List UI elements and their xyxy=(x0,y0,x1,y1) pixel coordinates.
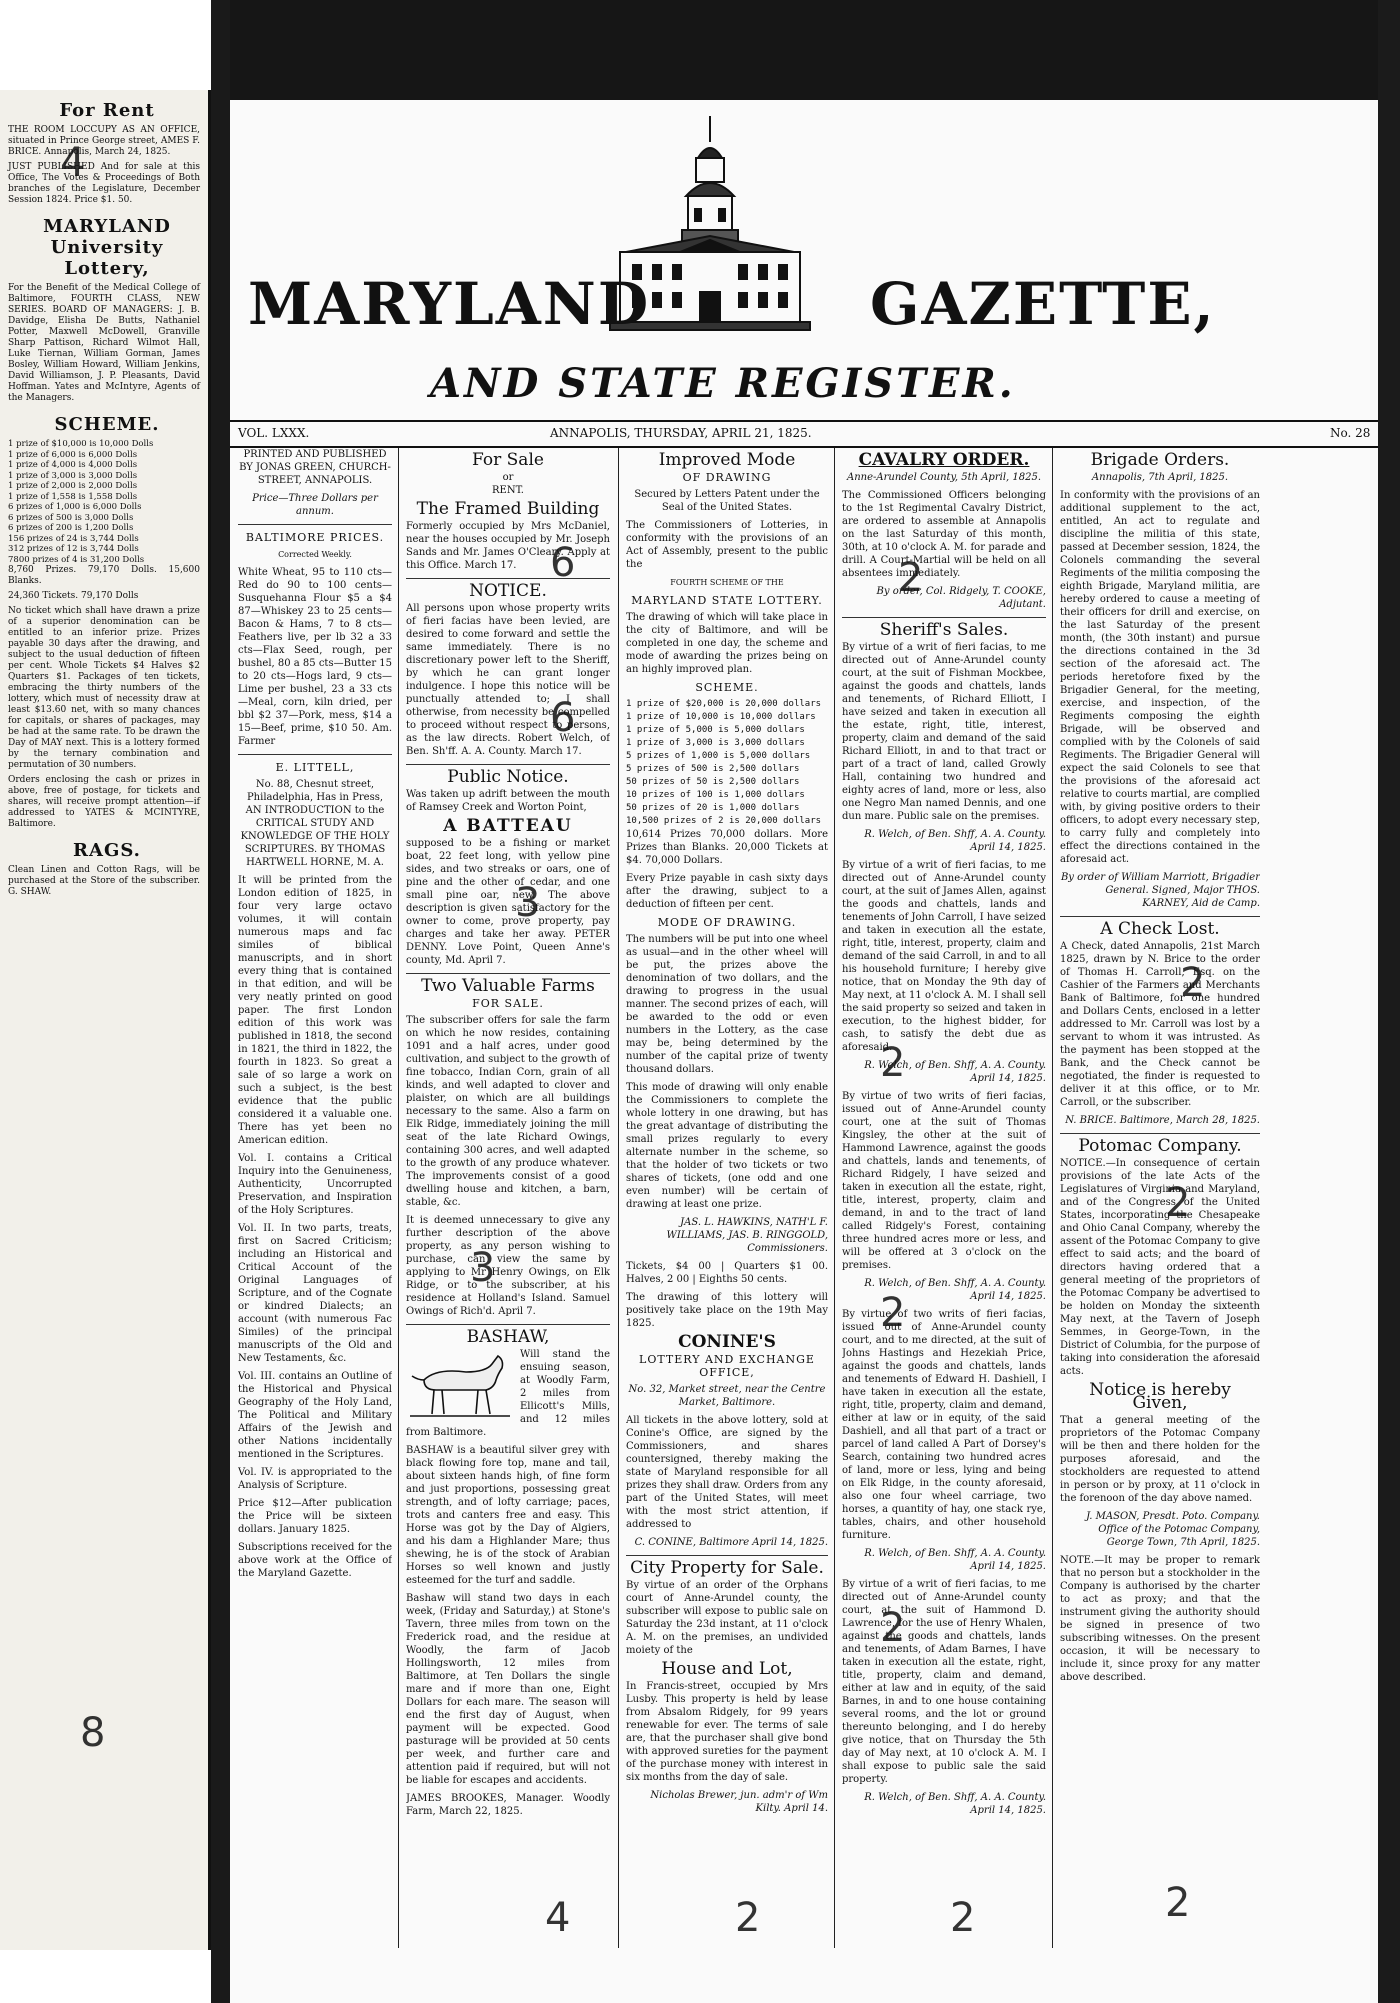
scheme-heading: SCHEME. xyxy=(695,681,759,694)
table-row: 1 prize of 2,000 is 2,000 Dolls xyxy=(8,481,138,491)
strip-prizes-total: 8,760 Prizes. 79,170 Dolls. 15,600 Blanks. xyxy=(8,565,200,586)
framed-building-heading: The Framed Building xyxy=(416,499,600,519)
masthead-title-left: MARYLAND xyxy=(248,270,651,338)
table-row: 7800 prizes of 4 is 31,200 Dolls xyxy=(8,554,145,565)
handwritten-mark: 2 xyxy=(950,1895,976,1941)
check-lost-heading: A Check Lost. xyxy=(1100,919,1220,939)
lottery-heading: MARYLAND University Lottery, xyxy=(43,216,171,279)
table-row: 50 prizes of 50 is 2,500 dollars xyxy=(626,777,800,787)
state-lottery-body: The drawing of which will take place in the city of Baltimore, and will be completed in one day, the scheme and mode of awarding the prizes being on an highly improved plan. xyxy=(626,612,828,675)
framed-building-body: Formerly occupied by Mrs McDaniel, near the houses occupied by Mr. Joseph Sands and Mr. James O'Cleary. Apply at this Office. March 17. xyxy=(406,521,610,571)
book-vol1: Vol. I. contains a Critical Inquiry into the Genuineness, Authenticity, Uncorrupted Preservation, and Inspiration of the Holy Scriptures. xyxy=(238,1153,392,1216)
bashaw-signature: JAMES BROOKES, Manager. Woodly Farm, March 22, 1825. xyxy=(406,1793,610,1817)
table-row: 1 prize of 4,000 is 4,000 Dolls xyxy=(8,460,138,470)
table-row: 1 prize of 1,558 is 1,558 Dolls xyxy=(8,491,138,502)
notice-given-signature: J. MASON, Presdt. Poto. Company. Office of the Potomac Company, George Town, 7th April, 1825. xyxy=(1086,1511,1260,1548)
brigade-orders-signature: By order of William Marriott, Brigadier General. Signed, Major THOS. KARNEY, Aid de Camp. xyxy=(1060,872,1260,909)
just-published: JUST PUBLISHED And for sale at this Office, The Votes & Proceedings of Both branches of the Legislature, December Session 1824. Price $1. 50. xyxy=(8,162,200,205)
handwritten-mark: 3 xyxy=(515,880,541,926)
newspaper-page xyxy=(230,0,1400,2003)
issue-date: ANNAPOLIS, THURSDAY, APRIL 21, 1825. xyxy=(550,426,812,440)
table-row: 5 prizes of 500 is 2,500 dollars xyxy=(626,764,800,774)
public-notice-heading: Public Notice. xyxy=(447,767,569,787)
handwritten-mark: 6 xyxy=(550,695,576,741)
bashaw-heading: BASHAW, xyxy=(466,1327,550,1347)
brigade-orders-heading: Brigade Orders. xyxy=(1090,450,1230,470)
handwritten-mark: 4 xyxy=(545,1895,571,1941)
handwritten-mark: 8 xyxy=(80,1710,106,1756)
sheriff-sale-4: By virtue of two writs of fieri facias, issued out of Anne-Arundel county court, and to me directed, at the suit of Johns Hastings and Hezekiah Price, against the goods and chattels, lands and tenements of Edward H. Dashiell, I have taken in execution all the estate, right, title, property, claim and demand, either at law or in equity, of the said Dashiell, and all that part of a tract or parcel of land called A Part of Dorsey's Search, containing two hundred acres of land, more or less, lying and being on Elk Ridge, in the county aforesaid, also one four wheel carriage, two horses, a quantity of hay, one stack rye, tables, chairs, and other household furniture. xyxy=(842,1309,1046,1541)
sheriff-sale-3-signature: R. Welch, of Ben. Shff, A. A. County. April 14, 1825. xyxy=(864,1278,1046,1302)
handwritten-mark: 2 xyxy=(880,1605,906,1651)
farms-subheading: FOR SALE. xyxy=(472,997,544,1010)
potomac-body: NOTICE.—In consequence of certain provisions of the late Acts of the Legislatures of Virginia and Maryland, and of the Congress of the United States, incorporating the Chesapeake and Ohio Canal Company, whereby the assent of the Potomac Company to give effect to said acts; and the board of directors having ordered that a general meeting of the proprietors of the Potomac Company be advertised to be holden on Monday the sixteenth May next, at the Tavern of Joseph Semmes, in George-Town, in the District of Columbia, for the purpose of taking into consideration the aforesaid acts. xyxy=(1060,1158,1260,1377)
column-rule xyxy=(834,448,835,1948)
farms-body: The subscriber offers for sale the farm on which he now resides, containing 1091 and a half acres, under good cultivation, and subject to the growth of fine tobacco, Indian Corn, grain of all kinds, and well adapted to clover and plaister, on which are all buildings necessary to the same. Also a farm on Elk Ridge, immediately joining the mill seat of the late Richard Owings, containing 300 acres, and well adapted to the growth of any produce whatever. The improvements consist of a good dwelling house and kitchen, a barn, stable, &c. xyxy=(406,1015,610,1208)
table-row: 5 prizes of 1,000 is 5,000 dollars xyxy=(626,751,811,761)
table-row: 10,500 prizes of 2 is 20,000 dollars xyxy=(626,816,822,826)
cavalry-order-body: The Commissioned Officers belonging to the 1st Regimental Cavalry District, are ordered to assemble at Annapolis on the last Saturday of this month, 30th, at 10 o'clock A. M. for parade and drill. A Court-Martial will be held on all absentees immediately. xyxy=(842,490,1046,579)
handwritten-mark: 2 xyxy=(1165,1880,1191,1926)
house-lot-body: In Francis-street, occupied by Mrs Lusby. This property is held by lease from Absalom Ridgely, for 99 years renewable for ever. The terms of sale are, that the purchaser shall give bond with approved sureties for the payment of the purchase money with interest in six months from the day of sale. xyxy=(626,1681,828,1783)
table-row: 50 prizes of 20 is 1,000 dollars xyxy=(626,803,800,813)
drawing-date: The drawing of this lottery will positively take place on the 19th May 1825. xyxy=(626,1292,828,1329)
bashaw-body-2: Bashaw will stand two days in each week, (Friday and Saturday,) at Stone's Tavern, three miles from town on the Frederick road, and the residue at Woodly, the farm of Jacob Hollingsworth, 12 miles from Baltimore, at Ten Dollars the single mare and if more than one, Eight Dollars for each mare. The season will end the first day of August, when payment will be expected. Good pasturage will be provided at 50 cents per week, and further care and attention paid if required, but will not be liable for escapes and accidents. xyxy=(406,1593,610,1786)
handwritten-mark: 2 xyxy=(1165,1180,1191,1226)
book-body: It will be printed from the London edition of 1825, in four very large octavo volumes, it will contain numerous maps and fac similes of biblical manuscripts, and in short every thing that is contained in that edition, and will be very neatly printed on good paper. The first London edition of this work was published in 1818, the second in 1821, the third in 1822, the fourth in 1823. So great a sale of so large a work on such a subject, is the best evidence that the public considered it a valuable one. There has yet been no American edition. xyxy=(238,875,392,1146)
house-lot-signature: Nicholas Brewer, jun. adm'r of Wm Kilty. April 14. xyxy=(650,1790,828,1814)
improved-mode-heading: Improved Mode xyxy=(658,450,796,470)
lottery-body: For the Benefit of the Medical College of Baltimore, FOURTH CLASS, NEW SERIES. BOARD OF MANAGERS: J. B. Davidge, Elisha De Butts, Nathaniel Potter, Maxwell McDowell, Granville Sharp Pattison, Richard Wilmot Hall, Luke Tiernan, William Gorman, James Bosley, William Howard, William Jenkins, David Williamson, J. P. Pleasants, David Hoffman. Yates and McIntyre, Agents of the Managers. xyxy=(8,283,200,403)
sheriff-sale-4-signature: R. Welch, of Ben. Shff, A. A. County. April 14, 1825. xyxy=(864,1548,1046,1572)
letters-patent: Secured by Letters Patent under the Seal of the United States. xyxy=(634,489,820,513)
table-row: 6 prizes of 1,000 is 6,000 Dolls xyxy=(8,502,142,512)
prices-body: White Wheat, 95 to 110 cts—Red do 90 to 100 cents—Susquehanna Flour $5 a $4 87—Whiskey 23 to 25 cents—Bacon & Hams, 7 to 8 cts—Feathers live, per lb 32 a 33 cts—Flax Seed, rough, per bushel, 80 a 85 cts—Butter 15 to 20 cts—Hogs lard, 9 cts—Lime per bushel, 23 a 33 cts—Meal, corn, kiln dried, per bbl $2 37—Pork, mess, $14 a 15—Beef, prime, $10 50. Am. Farmer xyxy=(238,567,392,747)
for-sale-heading: For Sale xyxy=(472,450,544,470)
strip-scheme-table xyxy=(8,439,200,565)
column-rule xyxy=(1052,448,1053,1948)
table-row: 156 prizes of 24 is 3,744 Dolls xyxy=(8,533,139,544)
conine-body: All tickets in the above lottery, sold at Conine's Office, are signed by the Commissioners, and shares countersigned, thereby making the state of Maryland responsible for all prizes they shall draw. Orders from any part of the United States, will meet with the most strict attention, if addressed to xyxy=(626,1415,828,1530)
fourth-scheme: FOURTH SCHEME OF THE xyxy=(670,578,784,587)
table-row: 6 prizes of 200 is 1,200 Dolls xyxy=(8,523,134,533)
book-vol4: Vol. IV. is appropriated to the Analysis of Scripture. xyxy=(238,1467,392,1491)
page-gutter xyxy=(211,0,230,2003)
adjacent-page-strip xyxy=(0,90,211,1950)
scheme-table xyxy=(626,698,828,828)
batteau-body: supposed to be a fishing or market boat, 22 feet long, with yellow pine sides, and two streaks or oars, one of pine and the other of cedar, and one small pine oar, new. The above description is given satisfactory for the owner to come, prove property, pay charges and take her away. PETER DENNY. Love Point, Queen Anne's county, Md. April 7. xyxy=(406,838,610,966)
notice-given-body: That a general meeting of the proprietors of the Potomac Company will be then and there holden for the purposes aforesaid, and the stockholders are requested to attend in person or by proxy, at 11 o'clock in the forenoon of the day above named. xyxy=(1060,1415,1260,1504)
handwritten-mark: 2 xyxy=(735,1895,761,1941)
table-row: 6 prizes of 500 is 3,000 Dolls xyxy=(8,512,134,523)
book-subscriptions: Subscriptions received for the above work at the Office of the Maryland Gazette. xyxy=(238,1542,392,1579)
city-property-heading: City Property for Sale. xyxy=(630,1558,824,1578)
check-lost-signature: N. BRICE. Baltimore, March 28, 1825. xyxy=(1065,1115,1260,1126)
notice-given-heading: Notice is hereby Given, xyxy=(1089,1380,1231,1413)
conine-heading: CONINE'S xyxy=(678,1332,776,1352)
ticket-prices: Tickets, $4 00 | Quarters $1 00. Halves, 2 00 | Eighths 50 cents. xyxy=(626,1261,828,1285)
table-row: 10 prizes of 100 is 1,000 dollars xyxy=(626,790,805,800)
mode-of-drawing-body-2: This mode of drawing will only enable the Commissioners to complete the whole lottery in one drawing, but has the great advantage of distributing the small prizes regularly to every alternate number in the scheme, so that the holder of two tickets or two shares of tickets, (one odd and one even number) will be certain of drawing at least one prize. xyxy=(626,1082,828,1210)
sheriff-sale-2-signature: R. Welch, of Ben. Shff, A. A. County. April 14, 1825. xyxy=(864,1060,1046,1084)
rags-body: Clean Linen and Cotton Rags, will be purchased at the Store of the subscriber. G. SHAW. xyxy=(8,865,200,897)
city-property-body: By virtue of an order of the Orphans court of Anne-Arundel county, the subscriber will expose to public sale on Saturday the 23d instant, at 11 o'clock A. M. on the premises, an undivided moiety of the xyxy=(626,1580,828,1656)
public-notice-body: Was taken up adrift between the mouth of Ramsey Creek and Worton Point, xyxy=(406,789,610,813)
every-prize: Every Prize payable in cash sixty days after the drawing, subject to a deduction of fifteen per cent. xyxy=(626,873,828,910)
handwritten-mark: 2 xyxy=(880,1290,906,1336)
printer-line: PRINTED AND PUBLISHED BY JONAS GREEN, CHURCH-STREET, ANNAPOLIS. xyxy=(239,449,391,486)
sheriff-sale-5: By virtue of a writ of fieri facias, to me directed out of Anne-Arundel county court, at the suit of Hammond D. Lawrence, for the use of Henry Whalen, against the goods and chattels, lands and tenements, of Adam Barnes, I have taken in execution all the estate, right, title, property, claim and demand, either at law and in equity, of the said Barnes, in and to one house containing several rooms, and the lot or ground thereunto belonging, and I do hereby give notice, that on Thursday the 5th day of May next, at 10 o'clock A. M. I shall expose to public sale the said property. xyxy=(842,1579,1046,1785)
conine-signature: C. CONINE, Baltimore April 14, 1825. xyxy=(634,1537,828,1548)
book-vol3: Vol. III. contains an Outline of the Historical and Physical Geography of the Holy Land, The Political and Military Affairs of the Jewish and other Nations incidentally mentioned in the Scriptures. xyxy=(238,1371,392,1460)
mode-of-drawing-body: The numbers will be put into one wheel as usual—and in the other wheel will be put, the prizes above the denomination of two dollars, and the drawing to progress in the usual manner. The second prizes of each, will be awarded to the odd or even numbers in the Lottery, as the case may be, being determined by the number of the capital prize of twenty thousand dollars. xyxy=(626,934,828,1075)
sheriff-sale-3: By virtue of two writs of fieri facias, issued out of Anne-Arundel county court, one at the suit of Thomas Kingsley, the other at the suit of Hammond Lawrence, against the goods and chattels, lands and tenements, of Richard Ridgely, I have seized and taken in execution all the estate, right, title, interest, property, claim and demand, in and to the tract of land called Ridgely's Forest, containing three hundred acres more or less, and will be offered at 3 o'clock on the premises. xyxy=(842,1091,1046,1271)
for-rent-heading: For Rent xyxy=(59,100,155,121)
strip-agents: Orders enclosing the cash or prizes in above, free of postage, for tickets and shares, will receive prompt attention—if addressed to YATES & MCINTYRE, Baltimore. xyxy=(8,775,200,829)
book-vol2: Vol. II. In two parts, treats, first on Sacred Criticism; including an Historical and Critical Account of the Original Languages of Scripture, and of the Cognate or kindred Dialects; an account (with numerous Fac Similes) of the principal manuscripts of the Old and New Testaments, &c. xyxy=(238,1223,392,1364)
sheriff-sale-1-signature: R. Welch, of Ben. Shff, A. A. County. April 14, 1825. xyxy=(864,829,1046,853)
sheriff-sales-heading: Sheriff's Sales. xyxy=(879,620,1009,640)
for-sale-rent: RENT. xyxy=(492,485,524,496)
sheriff-sale-5-signature: R. Welch, of Ben. Shff, A. A. County. April 14, 1825. xyxy=(864,1792,1046,1816)
table-row: 1 prize of 5,000 is 5,000 dollars xyxy=(626,725,805,735)
prices-subheading: Corrected Weekly. xyxy=(278,550,352,559)
notice-body: All persons upon whose property writs of fieri facias have been levied, are desired to come forward and settle the same immediately. There is no discretionary power left to the Sheriff, by which he can grant longer indulgence. I hope this notice will be punctually attended to; I shall otherwise, from necessity be compelled to proceed without respect to persons, as the law directs. Robert Welch, of Ben. Sh'ff. A. A. County. March 17. xyxy=(406,603,610,757)
handwritten-mark: 4 xyxy=(60,140,86,186)
potomac-note: NOTE.—It may be proper to remark that no person but a stockholder in the Company is authorised by the charter to act as proxy; and that the instrument giving the authority should be signed in presence of two subscribing witnesses. On the present occasion, it will be necessary to include it, since proxy for any matter above described. xyxy=(1060,1555,1260,1683)
table-row: 1 prize of $20,000 is 20,000 dollars xyxy=(626,699,822,709)
handwritten-mark: 3 xyxy=(470,1245,496,1291)
for-sale-or: or xyxy=(502,472,514,483)
strip-body: No ticket which shall have drawn a prize of a superior denomination can be entitled to an inferior prize. Prizes payable 30 days after the drawing, and subject to the usual deduction of fifteen per cent. Whole Tickets $4 Halves $2 Quarters $1. Packages of ten tickets, embracing the thirty numbers of the lottery, which must of necessity draw at least $13.60 net, with so many chances for capitals, or shares of packages, may be had at the same rate. To be drawn the Day of MAY next. This is a lottery formed by the ternary combination and permutation of 30 numbers. xyxy=(8,606,200,770)
table-row: 1 prize of 3,000 is 3,000 Dolls xyxy=(8,470,138,481)
littell-heading: E. LITTELL, xyxy=(275,761,355,774)
masthead-title-right: GAZETTE, xyxy=(870,270,1216,338)
conine-subheading: LOTTERY AND EXCHANGE OFFICE, xyxy=(639,1353,815,1379)
column-5 xyxy=(1060,448,1260,1958)
littell-body: No. 88, Chesnut street, Philadelphia, Has in Press, AN INTRODUCTION to the CRITICAL STUDY AND KNOWLEDGE OF THE HOLY SCRIPTURES. BY THOMAS HARTWELL HORNE, M. A. xyxy=(240,779,390,868)
potomac-heading: Potomac Company. xyxy=(1078,1136,1242,1156)
house-lot-heading: House and Lot, xyxy=(661,1659,793,1679)
notice-heading: NOTICE. xyxy=(469,581,547,601)
handwritten-mark: 2 xyxy=(898,555,924,601)
sheriff-sale-1: By virtue of a writ of fieri facias, to me directed out of Anne-Arundel county court, at the suit of Fishman Mockbee, against the goods and chattels, lands and tenements, of Richard Elliott, I have seized and taken in execution all the estate, right, title, interest, property, claim and demand of the said Richard Elliott, in and to that tract or part of a tract of land, called Growly Hall, containing two hundred and eighty acres of land, more or less, also one Negro Man named Dennis, and one dun mare. Public sale on the premises. xyxy=(842,642,1046,822)
book-terms: Price $12—After publication the Price will be sixteen dollars. January 1825. xyxy=(238,1498,392,1535)
mode-of-drawing-heading: MODE OF DRAWING. xyxy=(657,916,797,929)
column-rule xyxy=(618,448,619,1948)
farms-body-2: It is deemed unnecessary to give any further description of the above property, as any person wishing to purchase, can view the same by applying to Mr Henry Owings, on Elk Ridge, or to the subscriber, at his residence at Holland's Island. Samuel Owings of Rich'd. April 7. xyxy=(406,1215,610,1317)
table-row: 1 prize of $10,000 is 10,000 Dolls xyxy=(8,439,154,449)
column-1 xyxy=(238,448,392,1958)
strip-scheme-heading: SCHEME. xyxy=(54,414,160,435)
cavalry-order-heading: CAVALRY ORDER. xyxy=(858,450,1030,470)
batteau-heading: A BATTEAU xyxy=(443,816,573,836)
column-2 xyxy=(406,448,610,1958)
masthead-subtitle: AND STATE REGISTER. xyxy=(430,360,1016,407)
brigade-orders-date: Annapolis, 7th April, 1825. xyxy=(1091,472,1229,483)
cavalry-order-date: Anne-Arundel County, 5th April, 1825. xyxy=(846,472,1041,483)
strip-tickets-total: 24,360 Tickets. 79,170 Dolls xyxy=(8,591,139,601)
table-row: 1 prize of 3,000 is 3,000 dollars xyxy=(626,738,805,748)
masthead xyxy=(230,100,1378,430)
column-4 xyxy=(842,448,1046,1958)
check-lost-body: A Check, dated Annapolis, 21st March 1825, drawn by N. Brice to the order of Thomas H. Carroll, Esq. on the Cashier of the Farmers and Merchants Bank of Baltimore, for one hundred and Dollars Cents, enclosed in a letter addressed to Mr. Carroll was lost by a servant to whom it was intrusted. As the payment has been stopped at the Bank, and the Check cannot be negotiated, the finder is requested to deliver it at this office, or to Mr. Carroll, or the subscriber. xyxy=(1060,941,1260,1108)
table-row: 1 prize of 6,000 is 6,000 Dolls xyxy=(8,449,138,460)
subscription-price: Price—Three Dollars per annum. xyxy=(252,493,378,517)
rags-heading: RAGS. xyxy=(73,840,141,861)
scheme-totals: 10,614 Prizes 70,000 dollars. More Prizes than Blanks. 20,000 Tickets at $4. 70,000 Dollars. xyxy=(626,829,828,866)
issue-number: No. 28 xyxy=(1330,426,1371,440)
table-row: 312 prizes of 12 is 3,744 Dolls xyxy=(8,544,139,554)
cavalry-order-signature: By order, Col. Ridgely, T. COOKE, Adjutant. xyxy=(876,586,1046,610)
bashaw-stand: Will stand the ensuing season, at Woodly Farm, 2 miles from Ellicott's Mills, and 12 miles from Baltimore. xyxy=(406,1349,610,1438)
table-row: 1 prize of 10,000 is 10,000 dollars xyxy=(626,712,816,722)
column-3 xyxy=(626,448,828,1958)
handwritten-mark: 6 xyxy=(550,540,576,586)
improved-mode-subheading: OF DRAWING xyxy=(682,471,772,484)
column-rule xyxy=(398,448,399,1948)
prices-heading: BALTIMORE PRICES. xyxy=(245,531,385,544)
page-edge xyxy=(1378,0,1400,2003)
dateline-bar xyxy=(230,420,1378,448)
handwritten-mark: 2 xyxy=(1180,960,1206,1006)
bashaw-body: BASHAW is a beautiful silver grey with black flowing fore top, mane and tail, about sixteen hands high, of fine form and just proportions, possessing great strength, and of lofty carriage; paces, trots and canters free and easy. This Horse was got by the Day of Algiers, and his dam a Highlander Mare; thus shewing, he is of the stock of Arabian Horses so well known and justly esteemed for the turf and saddle. xyxy=(406,1445,610,1586)
volume-number: VOL. LXXX. xyxy=(238,426,310,440)
handwritten-mark: 2 xyxy=(880,1040,906,1086)
for-rent-body: THE ROOM LOCCUPY AS AN OFFICE, situated in Prince George street, AMES F. BRICE. Annapolis, March 24, 1825. xyxy=(8,125,200,157)
commissioners-intro: The Commissioners of Lotteries, in conformity with the provisions of an Act of Assembly, present to the public the xyxy=(626,520,828,570)
brigade-orders-body: In conformity with the provisions of an additional supplement to the act, entitled, An act to regulate and discipline the militia of this state, passed at December session, 1824, the Colonels commanding the several Regiments of the militia composing the eighth Brigade, Maryland militia, are hereby ordered to cause a meeting of their officers for drill and exercise, on the last Saturday of the present month, (the 30th instant) and pursue the directions contained in the 3d section of the aforesaid act. The periods heretofore fixed by the Brigadier General, for the meeting, exercise, and inspection, of the Regiments composing the eighth Brigade, will be observed and complied with by the Colonels of said Regiments. The Brigadier General will expect the said Colonels to see that the provisions of the aforesaid act relative to courts martial, are complied with, by giving positive orders to their officers, to adopt every necessary step, to carry fully and completely into effect the directions contained in the aforesaid act. xyxy=(1060,490,1260,865)
conine-address: No. 32, Market street, near the Centre Market, Baltimore. xyxy=(628,1384,826,1408)
state-lottery-heading: MARYLAND STATE LOTTERY. xyxy=(631,594,823,607)
sheriff-sale-2: By virtue of a writ of fieri facias, to me directed out of Anne-Arundel county court, at the suit of James Allen, against the goods and chattels, lands and tenements of John Carroll, I have seized and taken in execution all the estate, right, title, interest, property, claim and demand of the said Carroll, in and to all his household furniture; I hereby give notice, that on Monday the 9th day of May next, at 11 o'clock A. M. I shall sell the said property so seized and taken in execution, to the highest bidder, for cash, to satisfy the debt due as aforesaid. xyxy=(842,860,1046,1053)
farms-heading: Two Valuable Farms xyxy=(421,976,595,996)
commissioner-signatures: JAS. L. HAWKINS, NATH'L F. WILLIAMS, JAS. B. RINGGOLD, Commissioners. xyxy=(666,1217,828,1254)
horse-engraving xyxy=(406,1350,516,1420)
